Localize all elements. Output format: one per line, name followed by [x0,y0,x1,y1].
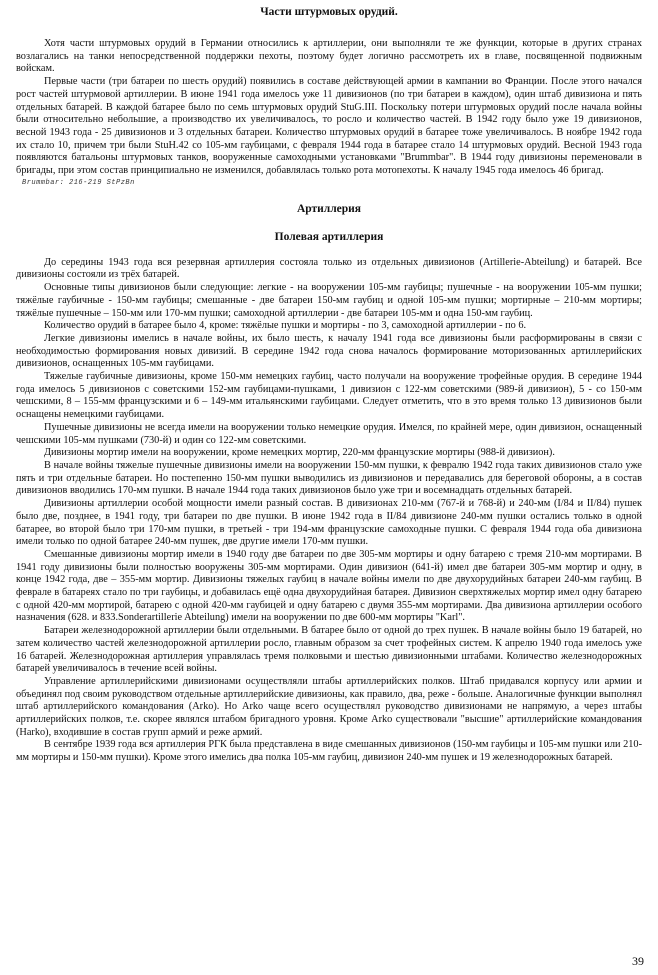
heading-field-artillery: Полевая артиллерия [274,230,384,243]
paragraph: До середины 1943 года вся резервная артиллерия состояла только из отдельных дивизионов (Artillerie-Abteilung) и батарей. Все дивизионы состояли из трёх батарей. [16,256,642,281]
paragraph: Дивизионы артиллерии особой мощности имели разный состав. В дивизионах 210-мм (767-й и 768-й) и 240-мм (I/84 и II/84) пушек было две, позднее, в 1941 году, три батареи по две пушки. В июне 1942 года в II/84 дивизионе 240-мм пушки остались только в одной батарее, во второй было три 170-мм пушки, в третьей - три 194-мм французские самоходные пушки. С февраля 1944 года оба дивизиона имели только по одной батарее 240-мм пушек, две другие имели 170-мм пушки. [16,498,642,548]
handwritten-margin-note: Brummbar: 216-219 StPzBn [22,178,135,187]
paragraph: Основные типы дивизионов были следующие: легкие - на вооружении 105-мм гаубицы; пушечные - на вооружении 105-мм пушки; тяжёлые гаубичные - 150-мм гаубицы; смешанные - две батареи 150-мм гаубиц и одной 105-мм пушки; мортирные – 210-мм мортиры; тяжёлые пушечные – 150-мм или 170-мм пушки; самоходной артиллерии - две батареи 105-мм и одна 150-мм гаубиц. [16,282,642,319]
paragraph: В сентябре 1939 года вся артиллерия РГК была представлена в виде смешанных дивизионов (150-мм гаубицы и 105-мм пушки или 210-мм мортиры и 150-мм пушки). Кроме этого имелись два полка 105-мм гаубиц, дивизион 240-мм пушек и 19 железнодорожных батарей. [16,739,642,764]
section-title: Части штурмовых орудий. [260,6,398,18]
paragraph: Первые части (три батареи по шесть орудий) появились в составе действующей армии в кампании во Франции. После этого начался рост частей штурмовой артиллерии. В июне 1941 года имелось уже 11 дивизионов (по три батареи в каждом), один штаб дивизиона и пять отдельных батарей. В каждой батарее было по семь штурмовых орудий StuG.III. Поскольку потери штурмовых орудий после начала войны были относительно небольшие, а производство их увеличивалось, то росло и количество частей. В 1942 году было уже 19 дивизионов, весной 1943 года - 25 дивизионов и 3 отдельных батареи. Количество штурмовых орудий в батарее тоже увеличивалось. В ноябре 1942 года их стало 10, причем три были StuH.42 со 105-мм гаубицами, с февраля 1944 года в батарее стало 14 штурмовых орудий. Весной 1943 года появляются батальоны штурмовых танков, вооруженные самоходными установками "Brummbar". В 1944 году дивизионы переменовали в бригады, при этом состав принципиально не изменился, добавлялась только рота мотопехоты. К началу 1945 года имелось 46 бригад. [16,76,642,177]
field-artillery-section [16,257,642,765]
paragraph: Дивизионы мортир имели на вооружении, кроме немецких мортир, 220-мм французские мортиры (988-й дивизион). [44,447,555,459]
paragraph: Легкие дивизионы имелись в начале войны, их было шесть, к началу 1941 года все дивизионы были расформированы в связи с необходимостью формирования новых дивизий. В середине 1942 года снова началось формирование моторизованных артиллерийских дивизионов, оснащенных 105-мм гаубицами. [16,332,642,370]
paragraph: В начале войны тяжелые пушечные дивизионы имели на вооружении 150-мм пушки, к февралю 1942 года таких дивизионов стало уже пять и три отдельные батареи. Но постепенно 150-мм пушки выводились из дивизионов и передавались для береговой обороны, а в состав дивизионов вводились 170-мм пушки. В начале 1944 года таких дивизионов было уже три и восемнадцать отдельных батарей. [16,459,642,497]
paragraph: Смешанные дивизионы мортир имели в 1940 году две батареи по две 305-мм мортиры и одну батарею с тремя 210-мм мортирами. В 1941 году дивизионы были полностью вооружены 305-мм мортирами. Один дивизион (641-й) имел две батареи 305-мм мортир и одну, в конце 1942 года, две – 355-мм мортир. Дивизионы тяжелых гаубиц в начале войны имели по две двухорудийных батареи 240-мм гаубиц. В феврале в батареях стало по три гаубицы, и добавилась ещё одна двухорудийная батарея. Дивизион сверхтяжелых мортир имел одну батарею с одной 420-мм мортирой, батарею с одной 420-мм гаубицей и одну батарею с двумя 355-мм мортирами. Два дивизиона артиллерии особого назначения (628. и 833.Sonderartillerie Abteilung) имели на вооружении по две 600-мм мортиры "Karl". [16,548,642,624]
heading-artillery: Артиллерия [296,202,362,215]
paragraph: Тяжелые гаубичные дивизионы, кроме 150-мм немецких гаубиц, часто получали на вооружение трофейные орудия. В середине 1944 года имелось 5 дивизионов с советскими 152-мм гаубицами-пушками, 1 дивизион с 122-мм советскими (989-й дивизион), 5 - со 150-мм чешскими, 8 – 155-мм французскими и 6 – 149-мм итальянскими гаубицами. Следует отметить, что в это время только 13 дивизионов были оснащены немецкими гаубицами. [16,371,642,421]
paragraph: Пушечные дивизионы не всегда имели на вооружении только немецкие орудия. Имелся, по крайней мере, один дивизион, оснащенный чешскими 105-мм пушками (730-й) и один со 122-мм советскими. [16,421,642,446]
assault-guns-section [16,38,642,187]
page-number: 39 [632,954,644,968]
paragraph: Батареи железнодорожной артиллерии были отдельными. В батарее было от одной до трех пушек. В начале войны было 19 батарей, но затем количество частей железнодорожной артиллерии росло, главным образом за счет трофейных систем. К апрелю 1940 года имелось уже 16 батарей. Железнодорожная артиллерия управлялась тремя полковыми и шестью дивизионными штабами. Количество железнодорожных батарей увеличивалось в течение всей войны. [16,625,642,675]
paragraph: Хотя части штурмовых орудий в Германии относились к артиллерии, они выполняли те же функции, которые в других странах возлагались на танки непосредственной поддержки пехоты, поэтому будет логично рассмотреть их в главе, посвященной подвижным войскам. [16,38,642,75]
paragraph: Количество орудий в батарее было 4, кроме: тяжёлые пушки и мортиры - по 3, самоходной артиллерии - по 6. [44,320,527,332]
paragraph: Управление артиллерийскими дивизионами осуществляли штабы артиллерийских полков. Штаб придавался корпусу или армии и объединял под своим руководством отдельные артиллерийские дивизионы, как правило, два, реже - больше. Аналогичные функции выполнял штаб артиллерийского командования (Arko). Но Arko чаще всего осуществлял руководство дивизионами не напрямую, а через штабы артиллерийских полков, т.е. скорее являлся штабом бригадного уровня. Кроме Arko существовали "высшие" артиллерийские командования (Harko), входившие в состав групп армий и реже армий. [16,675,642,738]
